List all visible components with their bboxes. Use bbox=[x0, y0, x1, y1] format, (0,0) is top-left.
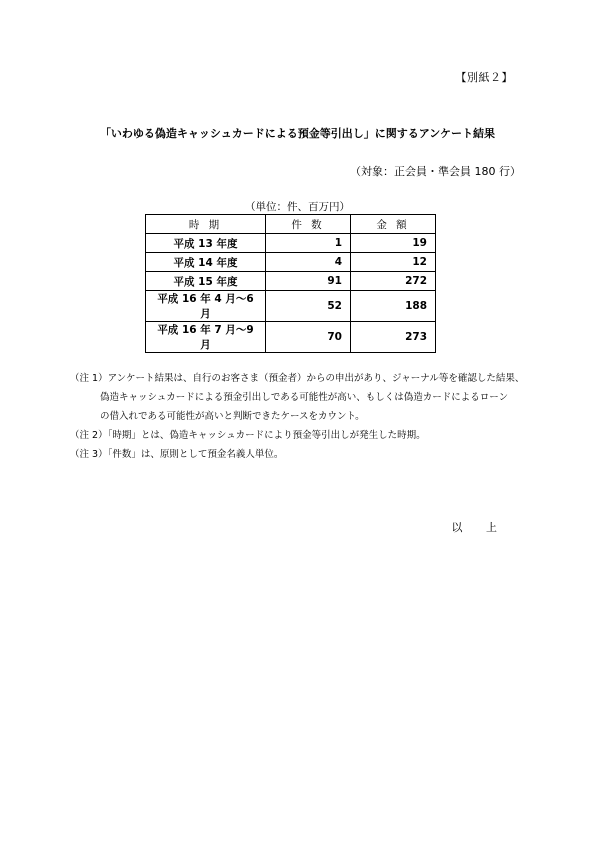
note-1-line-1: （注 1）アンケート結果は、自行のお客さま（預金者）からの申出があり、ジャーナル等を確認した結果、 bbox=[70, 373, 525, 384]
table-header-row bbox=[146, 215, 436, 234]
amount-cell: 12 bbox=[351, 253, 436, 272]
survey-target-note: （対象：正会員・準会員 180 行） bbox=[350, 165, 521, 178]
notes-section bbox=[70, 369, 530, 464]
table-row bbox=[146, 253, 436, 272]
column-header-amount: 金 額 bbox=[351, 215, 436, 234]
period-cell: 平成 13 年度 bbox=[146, 234, 266, 253]
results-table bbox=[145, 214, 436, 353]
count-cell: 70 bbox=[266, 322, 351, 353]
note-3: （注 3）「件数」は、原則として預金名義人単位。 bbox=[70, 449, 284, 460]
count-cell: 4 bbox=[266, 253, 351, 272]
table-row bbox=[146, 234, 436, 253]
table-row bbox=[146, 291, 436, 322]
document-title: 「いわゆる偽造キャッシュカードによる預金等引出し」に関するアンケート結果 bbox=[99, 127, 496, 140]
note-1-line-3: の借入れである可能性が高いと判断できたケースをカウント。 bbox=[100, 411, 365, 422]
period-cell: 平成 16 年 4 月～6 月 bbox=[146, 291, 266, 322]
note-1-line-2: 偽造キャッシュカードによる預金引出しである可能性が高い、もしくは偽造カードによるローン bbox=[100, 392, 509, 403]
period-cell: 平成 14 年度 bbox=[146, 253, 266, 272]
period-cell: 平成 16 年 7 月～9 月 bbox=[146, 322, 266, 353]
table-row bbox=[146, 272, 436, 291]
table-row bbox=[146, 322, 436, 353]
count-cell: 52 bbox=[266, 291, 351, 322]
count-cell: 1 bbox=[266, 234, 351, 253]
annex-label: 【別紙２】 bbox=[455, 71, 513, 84]
amount-cell: 19 bbox=[351, 234, 436, 253]
closing-mark: 以 上 bbox=[451, 521, 507, 534]
amount-cell: 273 bbox=[351, 322, 436, 353]
column-header-period: 時 期 bbox=[146, 215, 266, 234]
amount-cell: 272 bbox=[351, 272, 436, 291]
note-2: （注 2）「時期」とは、偽造キャッシュカードにより預金等引出しが発生した時期。 bbox=[70, 430, 426, 441]
amount-cell: 188 bbox=[351, 291, 436, 322]
count-cell: 91 bbox=[266, 272, 351, 291]
unit-note: （単位：件、百万円） bbox=[245, 201, 350, 213]
period-cell: 平成 15 年度 bbox=[146, 272, 266, 291]
column-header-count: 件 数 bbox=[266, 215, 351, 234]
